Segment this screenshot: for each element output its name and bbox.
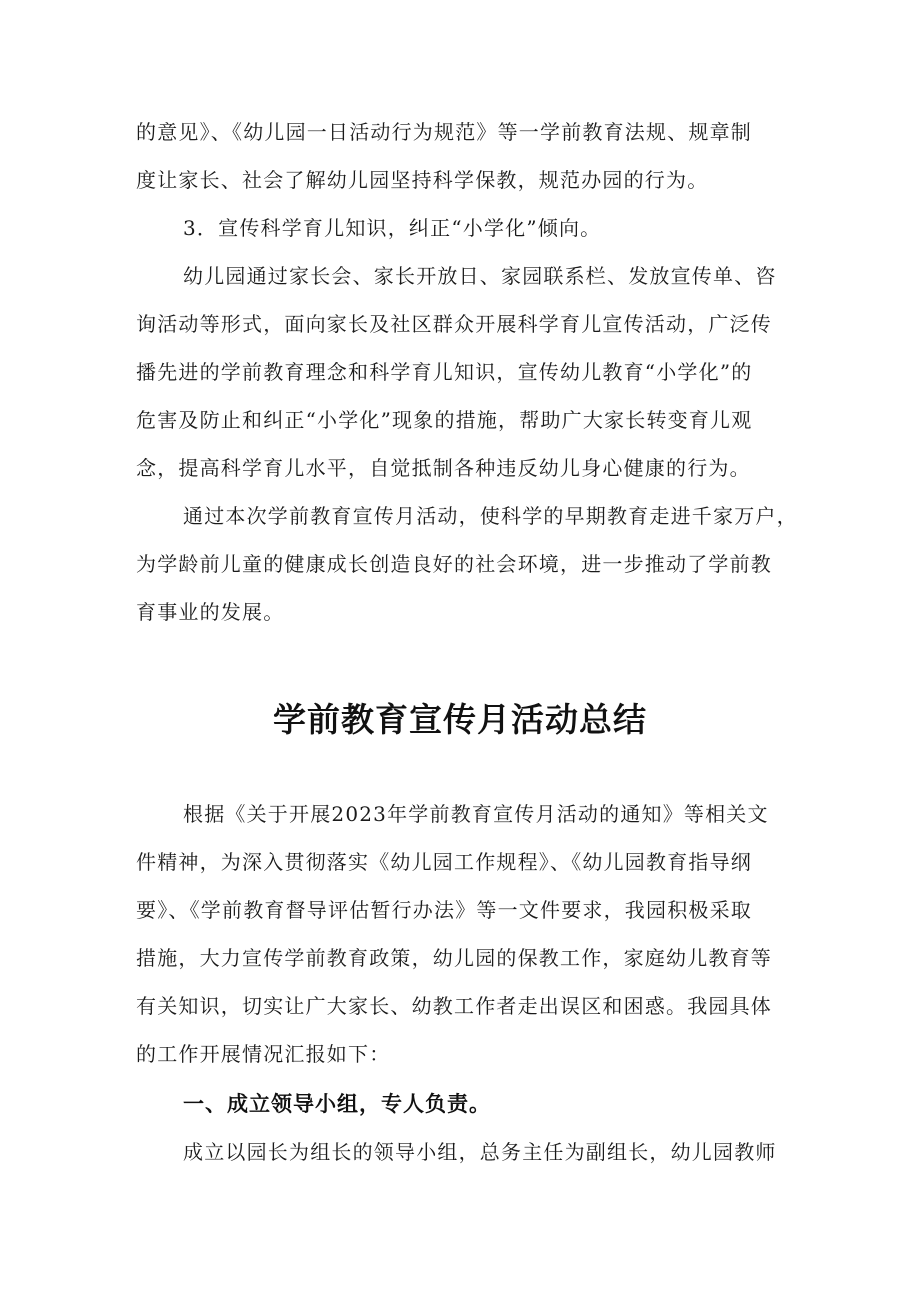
paragraph-line: 度让家长、社会了解幼儿园坚持科学保教，规范办园的行为。 xyxy=(136,168,709,192)
section-heading-1: 一、成立领导小组，专人负责。 xyxy=(183,1092,491,1116)
paragraph-line: 育事业的发展。 xyxy=(136,600,285,624)
intro-line: 措施，大力宣传学前教育政策，幼儿园的保教工作，家庭幼儿教育等 xyxy=(136,946,772,970)
paragraph-line: 询活动等形式，面向家长及社区群众开展科学育儿宣传活动，广泛传 xyxy=(136,312,772,336)
paragraph-line: 的意见》、《幼儿园一日活动行为规范》等一学前教育法规、规章制 xyxy=(136,120,752,144)
paragraph-line: 通过本次学前教育宣传月活动，使科学的早期教育走进千家万户， xyxy=(183,504,798,528)
intro-line: 要》、《学前教育督导评估暂行办法》等一文件要求，我园积极采取 xyxy=(136,898,752,922)
paragraph-line: 念，提高科学育儿水平，自觉抵制各种违反幼儿身心健康的行为。 xyxy=(136,456,751,480)
section1-line: 成立以园长为组长的领导小组，总务主任为副组长，幼儿园教师 xyxy=(183,1140,777,1164)
paragraph-line: 危害及防止和纠正“小学化”现象的措施，帮助广大家长转变育儿观 xyxy=(136,408,753,432)
document-title: 学前教育宣传月活动总结 xyxy=(273,700,647,739)
paragraph-line: 为学龄前儿童的健康成长创造良好的社会环境，进一步推动了学前教 xyxy=(136,552,772,576)
numbered-item-3: 3．宣传科学育儿知识，纠正“小学化”倾向。 xyxy=(183,216,602,240)
intro-line: 有关知识，切实让广大家长、幼教工作者走出误区和困惑。我园具体 xyxy=(136,994,772,1018)
intro-line: 的工作开展情况汇报如下： xyxy=(136,1042,391,1066)
paragraph-line: 幼儿园通过家长会、家长开放日、家园联系栏、发放宣传单、咨 xyxy=(183,264,777,288)
intro-line: 根据《关于开展2023年学前教育宣传月活动的通知》等相关文 xyxy=(183,802,769,826)
intro-line: 件精神，为深入贯彻落实《幼儿园工作规程》、《幼儿园教育指导纲 xyxy=(136,850,752,874)
paragraph-line: 播先进的学前教育理念和科学育儿知识，宣传幼儿教育“小学化”的 xyxy=(136,360,753,384)
